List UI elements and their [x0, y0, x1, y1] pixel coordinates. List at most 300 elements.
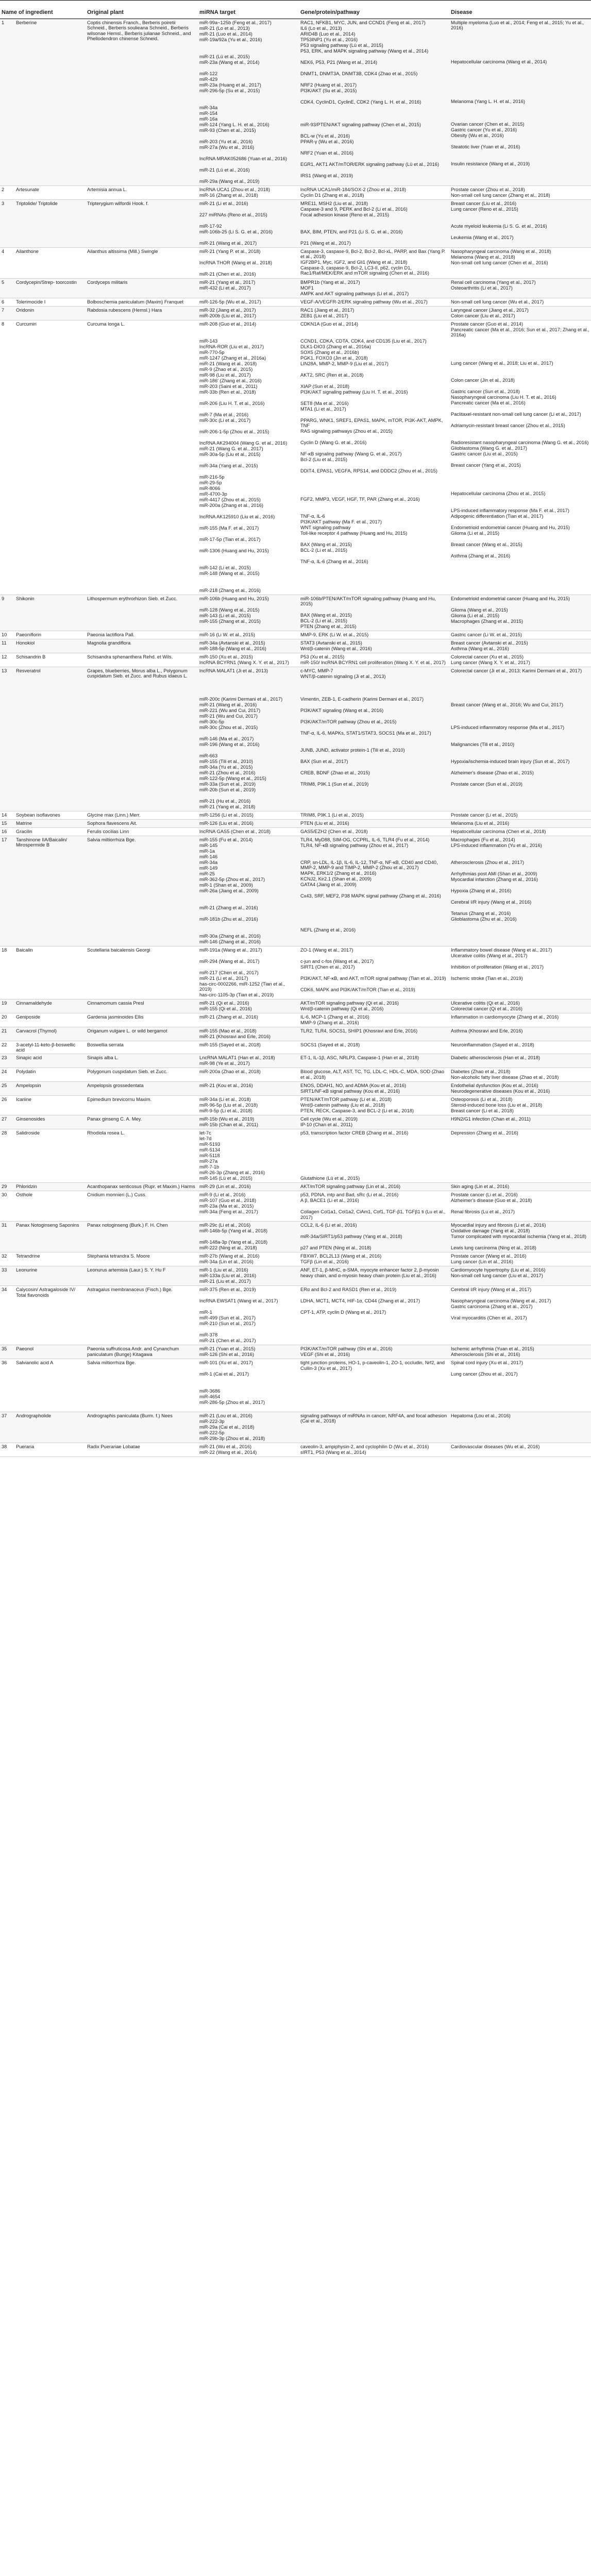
- disease-line: [451, 1142, 589, 1147]
- mirna-target-line: miR-27a (Wu et al., 2016): [199, 145, 255, 150]
- table-row: [0, 19, 591, 186]
- original-plant: Ampelopsis grossedentata: [86, 1082, 198, 1096]
- header-gene: Gene/protein/pathway: [299, 1, 449, 19]
- original-plant: Glycine max (Linn.) Merr.: [86, 811, 198, 819]
- gene-pathway-line: [300, 1338, 448, 1344]
- mirna-target-line: miR-98 (Ye et al., 2017): [199, 1061, 250, 1066]
- disease-line: Cardiovascular diseases (Wu et al., 2016): [451, 1444, 540, 1450]
- mirna-target: [198, 999, 299, 1013]
- disease-line: [451, 366, 589, 372]
- gene-pathway-line: PTEN, RECK, Caspase-3, and BCL-2 (Li et al., 2018): [300, 1108, 414, 1114]
- mirna-target-line: miR-34a (Yu et al., 2015): [199, 764, 253, 770]
- gene-pathway-line: BCL-w (Yu et al., 2016): [300, 133, 350, 139]
- gene-pathway-line: [300, 333, 448, 338]
- table-row: [0, 1266, 591, 1286]
- disease: [449, 827, 591, 836]
- gene-pathway-line: CDK4, CyclinD1, CyclinE, CDK2 (Yang L. H. et al., 2016): [300, 99, 421, 105]
- gene-pathway-line: [300, 776, 448, 782]
- gene-pathway-line: BAX, BIM, PTEN, and P21 (Li S. G. et al., 2016): [300, 229, 403, 234]
- mirna-target-line: has-circ-1105-3p (Tian et al., 2019): [199, 992, 274, 997]
- gene-pathway-line: IL-6, MCP-1 (Zhang et al., 2016): [300, 1014, 369, 1020]
- table-row: [0, 248, 591, 279]
- gene-pathway-line: CDKN1A (Guo et al., 2014): [300, 321, 359, 327]
- row-number: 14: [0, 811, 14, 819]
- mirna-target-line: miR-432 (Li et al., 2017): [199, 285, 251, 291]
- disease-line: Glioblastoma (Wang G. et al., 2017): [451, 445, 527, 451]
- gene-pathway-line: FGF2, MMP3, VEGF, HGF, TF, PAR (Zhang et al., 2016): [300, 496, 420, 502]
- disease-line: [451, 338, 589, 344]
- mirna-target-line: miR-149: [199, 865, 218, 871]
- mirna-target: [198, 631, 299, 639]
- gene-pathway: [299, 1013, 449, 1027]
- row-number: 19: [0, 999, 14, 1013]
- disease-line: [451, 1377, 589, 1383]
- gene-pathway-line: [300, 77, 448, 82]
- ingredient-name: Artesunate: [14, 186, 86, 200]
- mirna-target: [198, 1115, 299, 1129]
- table-row: [0, 946, 591, 999]
- mirna-target-line: miR-20b (Sun et al., 2019): [199, 787, 256, 792]
- disease: [449, 1266, 591, 1286]
- gene-pathway-line: [300, 922, 448, 927]
- gene-pathway-line: CCL2, IL-6 (Li et al., 2016): [300, 1223, 357, 1228]
- gene-pathway-line: MMP-9 (Zhang et al., 2016): [300, 1020, 359, 1025]
- header-disease: Disease: [449, 1, 591, 19]
- mirna-target-line: [199, 680, 297, 685]
- gene-pathway-line: c-MYC, MMP-7: [300, 668, 333, 673]
- mirna-target-line: miR-7 (Ma et al., 2016): [199, 412, 249, 417]
- mirna-target-line: miR-126 (Liu et al., 2016): [199, 820, 254, 826]
- mirna-target-line: [199, 582, 297, 588]
- mirna-target-line: miR-146 (Zhang et al., 2016): [199, 939, 261, 944]
- gene-pathway-line: CREB, BDNF (Zhao et al., 2015): [300, 770, 370, 775]
- gene-pathway-line: [300, 787, 448, 793]
- gene-pathway-line: SOX5 (Zhang et al., 2016b): [300, 350, 359, 355]
- mirna-target-line: miR-21 (Khosravi and Erle, 2016): [199, 1033, 271, 1039]
- mirna-target-line: miR-143: [199, 338, 218, 344]
- mirna-target-line: miR-217 (Chen et al., 2017): [199, 970, 259, 975]
- gene-pathway-line: NEK6, P53, P21 (Wang et al., 2014): [300, 60, 378, 65]
- mirna-target: [198, 595, 299, 631]
- mirna-target-line: miR-26-3p (Zhang et al., 2016): [199, 1170, 265, 1176]
- disease-line: Depression (Zhang et al., 2016): [451, 1130, 518, 1136]
- disease-line: [451, 736, 589, 742]
- gene-pathway-line: signaling pathways of miRNAs in cancer, NRF4A, and focal adhesion (Cai et al., 2018): [300, 1413, 447, 1424]
- original-plant: Artemisia annua L.: [86, 186, 198, 200]
- mirna-target: [198, 248, 299, 279]
- original-plant: Sinapis alba L.: [86, 1054, 198, 1068]
- gene-pathway-line: [300, 905, 448, 910]
- mirna-target-line: miR-33a (Sun et al., 2019): [199, 781, 256, 787]
- disease-line: [451, 48, 589, 54]
- disease-line: Non-small cell lung cancer (Wu et al., 2017): [451, 299, 544, 304]
- mirna-target-line: [199, 922, 297, 928]
- disease-line: [451, 708, 589, 714]
- mirna-target-line: miR-663: [199, 753, 218, 758]
- mirna-target-line: miR-21 (Lo et al., 2013): [199, 26, 250, 31]
- original-plant: Cordyceps militaris: [86, 279, 198, 298]
- gene-pathway-line: [300, 1170, 448, 1176]
- disease-line: Diabetic atherosclerosis (Han et al., 2018): [451, 1055, 541, 1061]
- disease-line: Melanoma (Liu et al., 2016): [451, 820, 510, 826]
- gene-pathway-line: [300, 1164, 448, 1170]
- mirna-target-line: [199, 150, 297, 156]
- disease: [449, 279, 591, 298]
- disease-line: Myocardial infarction (Zhang et al., 2016): [451, 876, 538, 882]
- disease-line: [451, 65, 589, 71]
- gene-pathway: [299, 1096, 449, 1115]
- gene-pathway-line: [300, 327, 448, 333]
- mirna-target-line: miR-21 (Wu et al., 2016): [199, 1444, 252, 1450]
- gene-pathway-line: p53, PDNA, mtp and Bad, sRc (Li et al., 2016): [300, 1192, 399, 1198]
- row-number: 34: [0, 1286, 14, 1345]
- mirna-target-line: miR-148a-3p (Yang et al., 2018): [199, 1240, 268, 1245]
- disease-line: Colorectal cancer (Xu et al., 2015): [451, 654, 524, 659]
- gene-pathway-line: [300, 128, 448, 133]
- ingredient-name: Salidroside: [14, 1129, 86, 1183]
- mirna-target-line: miR-210 (Sun et al., 2017): [199, 1321, 256, 1327]
- mirna-target-line: [199, 423, 297, 429]
- gene-pathway-line: [300, 1377, 448, 1382]
- row-number: 11: [0, 639, 14, 653]
- gene-pathway-line: RAS signaling pathways (Zhou et al., 2015): [300, 428, 393, 434]
- gene-pathway: [299, 1082, 449, 1096]
- disease-line: H9N2/G1 infection (Chan et al., 2011): [451, 1116, 531, 1122]
- ingredient-name: Polydatin: [14, 1068, 86, 1082]
- disease-line: Colon cancer (Liu et al., 2017): [451, 313, 515, 318]
- original-plant: Magnolia grandiflora: [86, 639, 198, 653]
- disease-line: Ulcerative colitis (Qi et al., 2016): [451, 1000, 520, 1006]
- mirna-target: [198, 1041, 299, 1054]
- disease-line: Malignancies (Tili et al., 2010): [451, 741, 515, 747]
- gene-pathway-line: SET8 (Ma et al., 2016): [300, 401, 349, 406]
- disease-line: LPS-induced inflammatory response (Ma F. et al., 2017): [451, 507, 569, 513]
- disease-line: [451, 218, 589, 224]
- gene-pathway-line: TNF-α, IL-6: [300, 513, 325, 519]
- original-plant: Grapes, blueberries, Morus alba L., Polygonum cuspidatum Sieb. et Zucc. and Rubus idaeus L.: [86, 667, 198, 811]
- gene-pathway-line: [300, 145, 448, 150]
- mirna-target-line: LncRNA MALAT1 (Han et al., 2018): [199, 1055, 275, 1061]
- disease-line: Gastric cancer (Sun et al., 2018): [451, 388, 520, 394]
- gene-pathway-line: [300, 765, 448, 770]
- mirna-target-line: [199, 554, 297, 560]
- mirna-target-line: [199, 333, 297, 338]
- disease-line: Macrophages (Zhang et al., 2015): [451, 619, 524, 624]
- gene-pathway-line: A β, BACE1 (Li et al., 2016): [300, 1198, 359, 1204]
- gene-pathway-line: TGFβ (Lin et al., 2016): [300, 1259, 349, 1265]
- gene-pathway-line: Toll-like receptor 4 pathway (Huang and Hu, 2015): [300, 530, 408, 536]
- original-plant: Ailanthus altissima (Mill.) Swingle: [86, 248, 198, 279]
- gene-pathway-line: [300, 607, 448, 613]
- row-number: 22: [0, 1041, 14, 1054]
- gene-pathway: [299, 279, 449, 298]
- disease-line: [451, 1310, 589, 1315]
- mirna-target: [198, 1191, 299, 1222]
- table-row: [0, 200, 591, 248]
- row-number: 27: [0, 1115, 14, 1129]
- disease-line: Nasopharyngeal carcinoma (Wang et al., 2018): [451, 249, 551, 254]
- mirna-target-line: miR-22 (Wang et al., 2014): [199, 1450, 257, 1455]
- gene-pathway-line: FBXW7, BCL2L13 (Wang et al., 2016): [300, 1253, 382, 1259]
- row-number: 38: [0, 1443, 14, 1457]
- table-row: [0, 1222, 591, 1252]
- row-number: 31: [0, 1222, 14, 1252]
- disease-line: LPS-induced inflammatory response (Ma et al., 2017): [451, 724, 565, 730]
- gene-pathway-line: [300, 480, 448, 485]
- gene-pathway-line: P53, ERK, and MAPK signaling pathway (Wang et al., 2014): [300, 48, 429, 54]
- disease-line: [451, 934, 589, 939]
- disease-line: Cerebral I/R injury (Wang et al., 2016): [451, 899, 532, 905]
- mirna-target-line: miR-122-5p (Wang et al., 2015): [199, 775, 266, 781]
- disease-line: Paclitaxel-resistant non-small cell lung cancer (Li et al., 2017): [451, 411, 581, 417]
- row-number: 21: [0, 1027, 14, 1041]
- mirna-target: [198, 811, 299, 819]
- mirna-target-line: miR-206 (Liu H. T. et al., 2016): [199, 401, 265, 406]
- table-row: [0, 1054, 591, 1068]
- gene-pathway-line: [300, 94, 448, 99]
- gene-pathway-line: PTEN/AKT/mTOR pathway (Li et al., 2018): [300, 1097, 392, 1103]
- gene-pathway: [299, 946, 449, 999]
- gene-pathway-line: miR-106b/PTEN/AKT/mTOR signaling pathway (Huang and Hu, 2015): [300, 596, 436, 607]
- gene-pathway: [299, 1252, 449, 1266]
- original-plant: Scutellaria baicalensis Georgi: [86, 946, 198, 999]
- disease-line: Non-small cell lung cancer (Zhang et al., 2018): [451, 193, 550, 198]
- gene-pathway-line: MRE11, MSH2 (Liu et al., 2018): [300, 201, 368, 206]
- gene-pathway-line: [300, 1159, 448, 1164]
- mirna-target-line: miR-23a (Huang et al., 2017): [199, 82, 261, 88]
- mirna-target-line: miR-155 (Ma F. et al., 2017): [199, 526, 259, 531]
- disease-line: [451, 42, 589, 48]
- original-plant: Panax notoginseng (Burk.) F. H. Chen: [86, 1222, 198, 1252]
- gene-pathway-line: [300, 111, 448, 116]
- gene-pathway-line: [300, 502, 448, 508]
- gene-pathway-line: Vimentin, ZEB-1, E-cadherin (Karimi Dermani et al., 2017): [300, 696, 424, 702]
- gene-pathway: [299, 1443, 449, 1457]
- mirna-target-line: let-7d: [199, 1136, 212, 1142]
- disease: [449, 631, 591, 639]
- gene-pathway: [299, 320, 449, 595]
- mirna-target-line: [199, 435, 297, 440]
- ingredient-name: Salvianolic acid A: [14, 1359, 86, 1412]
- gene-pathway-line: [300, 680, 448, 685]
- disease-line: Neurodegenerative diseases (Kou et al., 2016): [451, 1089, 550, 1094]
- gene-pathway: [299, 827, 449, 836]
- mirna-target-line: miR-1 (Liu et al., 2016): [199, 1267, 248, 1273]
- mirna-target-line: miR-106b (Huang and Hu, 2015): [199, 596, 269, 601]
- gene-pathway-line: [300, 1388, 448, 1394]
- mirna-target-line: miR-142 (Li et al., 2015): [199, 565, 251, 570]
- mirna-target-line: miR-218 (Zhang et al., 2016): [199, 588, 261, 593]
- mirna-target-line: [199, 964, 297, 970]
- mirna-target-line: miR-21 (Wang et al., 2016): [199, 702, 257, 707]
- disease: [449, 248, 591, 279]
- gene-pathway-line: [300, 224, 448, 229]
- mirna-target-line: miR-21 (Chen et al., 2017): [199, 1338, 256, 1344]
- gene-pathway: [299, 1266, 449, 1286]
- disease: [449, 19, 591, 186]
- disease-line: Atherosclerosis (Shi et al., 2016): [451, 1352, 520, 1358]
- original-plant: Radix Puerariae Lobatae: [86, 1443, 198, 1457]
- gene-pathway-line: Cyclin D (Wang G. et al., 2016): [300, 439, 367, 445]
- gene-pathway: [299, 1412, 449, 1443]
- mirna-target-line: miR-21 (Wang et al., 2017): [199, 241, 257, 246]
- gene-pathway-line: [300, 1147, 448, 1153]
- table-row: [0, 819, 591, 827]
- disease-line: [451, 502, 589, 508]
- ingredient-name: Gracilin: [14, 827, 86, 836]
- ingredient-name: Leonurine: [14, 1266, 86, 1286]
- mirna-target-line: miR-3686: [199, 1388, 221, 1394]
- gene-pathway-line: CDK6, MAPK and PI3K/AKT/mTOR (Tian et al., 2019): [300, 987, 415, 992]
- table-row: [0, 1359, 591, 1412]
- original-plant: Polygonum cuspidatum Sieb. et Zucc.: [86, 1068, 198, 1082]
- ingredient-name: Baicalin: [14, 946, 86, 999]
- mirna-target: [198, 946, 299, 999]
- ingredient-name: Curcumin: [14, 320, 86, 595]
- disease-line: Cardiomyocyte hypertrophy (Liu et al., 2016): [451, 1267, 546, 1273]
- mirna-target-line: miR-8066: [199, 486, 221, 491]
- gene-pathway-line: PI3K/AKT, NF-κB, and AKT, mTOR signal pathway (Tian et al., 2019): [300, 975, 446, 981]
- disease-line: Hepatocellular carcinoma (Chen et al., 2018): [451, 828, 546, 834]
- table-header-row: [0, 1, 591, 19]
- mirna-target-line: miR-1: [199, 1310, 212, 1315]
- disease-line: [451, 468, 589, 474]
- gene-pathway-line: [300, 910, 448, 916]
- gene-pathway-line: caveolin-3, ampiphysin-2, and cyclophilin D (Wu et al., 2016): [300, 1444, 429, 1450]
- gene-pathway-line: PTEN (Liu et al., 2016): [300, 820, 349, 826]
- table-row: [0, 1129, 591, 1183]
- mirna-target-line: [199, 793, 297, 799]
- gene-pathway-line: ZEB1 (Liu et al., 2017): [300, 313, 349, 318]
- mirna-target-line: miR-30a-5p (Liu et al., 2015): [199, 452, 261, 457]
- mirna-target-line: miR-128 (Wang et al., 2015): [199, 607, 260, 613]
- gene-pathway-line: [300, 849, 448, 854]
- mirna-target-line: miR-21 (Zhou et al., 2016): [199, 770, 256, 775]
- mirna-target-line: miR-145: [199, 842, 218, 848]
- disease-line: Laryngeal cancer (Jiang et al., 2017): [451, 308, 529, 313]
- disease-line: [451, 922, 589, 928]
- gene-pathway: [299, 1027, 449, 1041]
- mirna-target-line: [199, 173, 297, 179]
- original-plant: Cinnamomum cassia Presl: [86, 999, 198, 1013]
- row-number: 28: [0, 1129, 14, 1183]
- gene-pathway-line: WNT signaling pathway: [300, 524, 351, 530]
- mirna-target-line: miR-21 (Wang G. et al., 2017): [199, 446, 263, 451]
- row-number: 12: [0, 653, 14, 667]
- disease-line: Asthma (Khosravi and Erle, 2016): [451, 1028, 523, 1033]
- mirna-target-line: has-circ-0002266, miR-1252 (Tian et al., 2019): [199, 981, 285, 992]
- gene-pathway-line: [300, 804, 448, 810]
- disease-line: [451, 731, 589, 736]
- disease-line: [451, 987, 589, 993]
- gene-pathway-line: KCNJ2, Kir2.1 (Shan et al., 2009): [300, 876, 372, 882]
- table-row: [0, 653, 591, 667]
- original-plant: Boswellia serrata: [86, 1041, 198, 1054]
- gene-pathway-line: [300, 1142, 448, 1147]
- mirna-target-line: miR-9 (Li et al., 2016): [199, 1192, 246, 1198]
- disease-line: Glioma (Li et al., 2015): [451, 530, 500, 536]
- gene-pathway-line: p53, transcription factor CREB (Zhang et al., 2016): [300, 1130, 409, 1136]
- gene-pathway-line: ERα and Bcl-2 and RASD1 (Ren et al., 2019): [300, 1287, 397, 1293]
- gene-pathway-line: BCL-2 (Li et al., 2015): [300, 618, 347, 623]
- disease-line: [451, 349, 589, 355]
- disease-line: Gastric carcinoma (Zhang et al., 2017): [451, 1304, 533, 1310]
- row-number: 9: [0, 595, 14, 631]
- original-plant: Gardenia jasminoides Ellis: [86, 1013, 198, 1027]
- disease-line: [451, 93, 589, 99]
- original-plant: Stephania tetrandra S. Moore: [86, 1252, 198, 1266]
- ingredient-name: Matrine: [14, 819, 86, 827]
- gene-pathway-line: P53 (Xu et al., 2015): [300, 654, 345, 659]
- mirna-target-line: miR-200c (Karimi Dermani et al., 2017): [199, 696, 283, 702]
- gene-pathway-line: GATA4 (Jiang et al., 2009): [300, 882, 357, 887]
- disease: [449, 1412, 591, 1443]
- disease-line: [451, 1147, 589, 1153]
- disease-line: Lung cancer (Wang X. Y. et al., 2017): [451, 659, 530, 665]
- original-plant: Coptis chinensis Franch., Berberis poiretii Schneid., Berberis soulieana Schneid., Berberis wilsonae Hemsl., Berberis julianae Schneid., and Phellodendron chinense Schneid.: [86, 19, 198, 186]
- gene-pathway-line: [300, 793, 448, 799]
- mirna-target: [198, 1266, 299, 1286]
- disease: [449, 1115, 591, 1129]
- mirna-target: [198, 320, 299, 595]
- gene-pathway-line: BAX (Wang et al., 2015): [300, 612, 352, 618]
- disease: [449, 595, 591, 631]
- mirna-target-line: miR-155 (Zhang et al., 2015): [199, 619, 261, 624]
- disease-line: [451, 799, 589, 804]
- gene-pathway-line: [300, 1293, 448, 1298]
- gene-pathway-line: MOF1: [300, 285, 314, 291]
- gene-pathway-line: BAX (Wang et al., 2015): [300, 541, 352, 547]
- mirna-target-line: [199, 99, 297, 105]
- mirna-target-line: miR-21 (Qi et al., 2016): [199, 1000, 249, 1006]
- disease-line: Breast cancer (Wang et al., 2015): [451, 541, 522, 547]
- table-row: [0, 1286, 591, 1345]
- mirna-target-line: miR-1306 (Huang and Hu, 2015): [199, 548, 269, 553]
- header-ingredient: Name of ingredient: [0, 1, 86, 19]
- row-number: 35: [0, 1345, 14, 1359]
- gene-pathway-line: Cyclin D1 (Zhang et al., 2018): [300, 193, 364, 198]
- disease-line: Adipogenic differentiation (Tian et al., 2017): [451, 513, 544, 519]
- mirna-target-line: [199, 543, 297, 548]
- mirna-target-line: [199, 43, 297, 48]
- original-plant: Panax ginseng C. A. Mey.: [86, 1115, 198, 1129]
- original-plant: Lithospermum erythrorhizon Sieb. et Zucc.: [86, 595, 198, 631]
- disease-line: Breast cancer (Wang et al., 2016; Wu and Cui, 2017): [451, 702, 564, 707]
- mirna-target-line: lncRNA AK125910 (Liu et al., 2016): [199, 514, 275, 519]
- disease-line: [451, 602, 589, 607]
- gene-pathway: [299, 19, 449, 186]
- mirna-target-line: [199, 674, 297, 680]
- gene-pathway: [299, 1054, 449, 1068]
- mirna-target-line: [199, 691, 297, 697]
- ingredient-name: Ailanthone: [14, 248, 86, 279]
- mirna-target-line: miR-362-5p (Zhou et al., 2017): [199, 876, 265, 882]
- gene-pathway-line: TNF-α, IL-6, MAPKs, STAT1/STAT3, SOCS1 (Ma et al., 2017): [300, 730, 431, 736]
- gene-pathway-line: [300, 463, 448, 468]
- disease-line: Hypoxia (Zhang et al., 2016): [451, 888, 512, 893]
- mirna-target: [198, 186, 299, 200]
- mirna-target-line: miR-34a (Yang et al., 2015): [199, 463, 258, 468]
- disease-line: Multiple myeloma (Luo et al., 2014; Feng et al., 2015; Yu et al., 2016): [451, 20, 584, 31]
- gene-pathway-line: SIRT1/NF-κB signal pathway (Kou et al., 2016): [300, 1089, 400, 1094]
- gene-pathway-line: P21 (Wang et al., 2017): [300, 241, 351, 246]
- mirna-target-line: miR-29b-3p (Zhou et al., 2018): [199, 1436, 265, 1442]
- mirna-target-line: miR-203 (Saini et al., 2011): [199, 384, 258, 389]
- mirna-target-line: miR-23a (Wang et al., 2014): [199, 60, 260, 65]
- mirna-target-line: miR-17-5p (Tian et al., 2017): [199, 537, 261, 542]
- disease-line: Cerebral I/R injury (Wang et al., 2017): [451, 1287, 532, 1293]
- disease: [449, 1359, 591, 1412]
